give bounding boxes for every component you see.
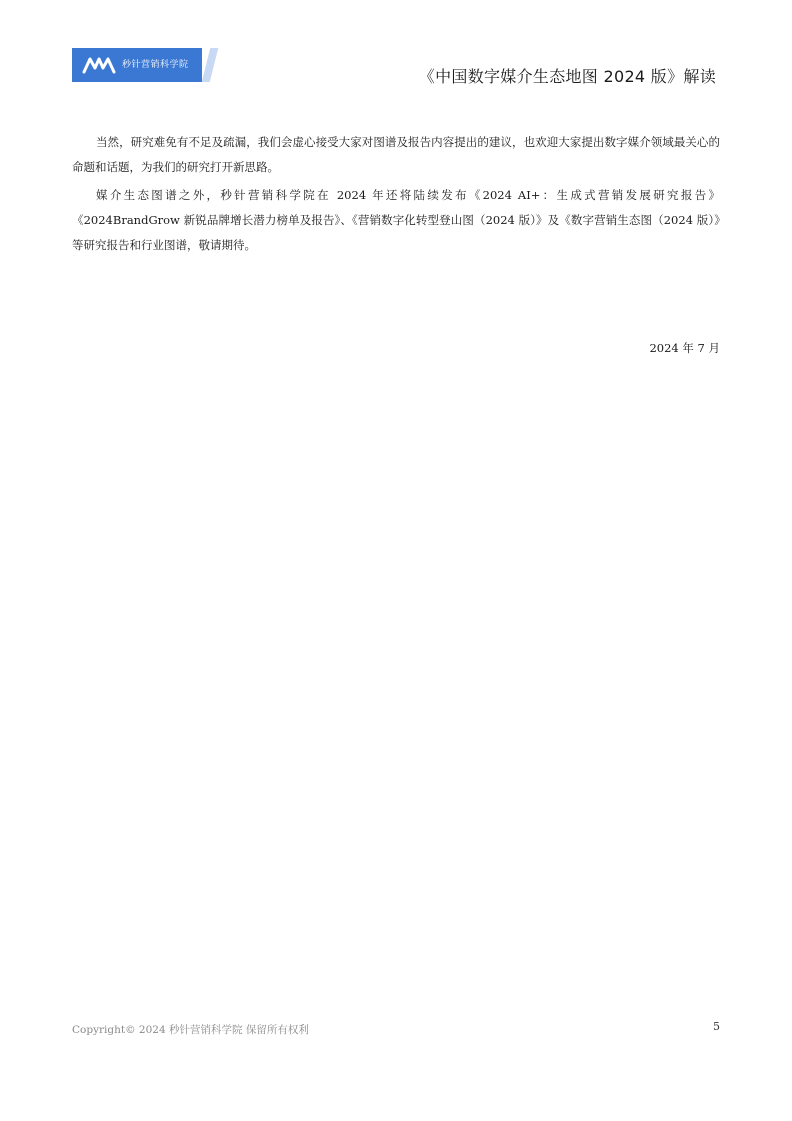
logo-text: 秒针营销科学院 [122, 60, 189, 70]
logo-stripe [202, 48, 218, 82]
copyright-notice: Copyright© 2024 秒针营销科学院 保留所有权利 [72, 1024, 309, 1036]
document-title: 《中国数字媒介生态地图 2024 版》解读 [418, 67, 716, 86]
paragraph: 媒介生态图谱之外，秒针营销科学院在 2024 年还将陆续发布《2024 AI+：生成式营销发展研究报告》《2024BrandGrow 新锐品牌增长潜力榜单及报告》、《营销数字化转型登山图（2024 版）》及《数字营销生态图（2024 版）》等研究报告和行业图谱，敬请期待。 [72, 188, 720, 252]
mm-logo-icon [82, 55, 116, 75]
body-text [72, 130, 720, 261]
logo-banner [72, 48, 202, 82]
publication-date: 2024 年 7 月 [649, 341, 720, 355]
paragraph: 当然，研究难免有不足及疏漏，我们会虚心接受大家对图谱及报告内容提出的建议，也欢迎大家提出数字媒介领域最关心的命题和话题，为我们的研究打开新思路。 [72, 135, 720, 174]
page-number: 5 [713, 1020, 720, 1033]
